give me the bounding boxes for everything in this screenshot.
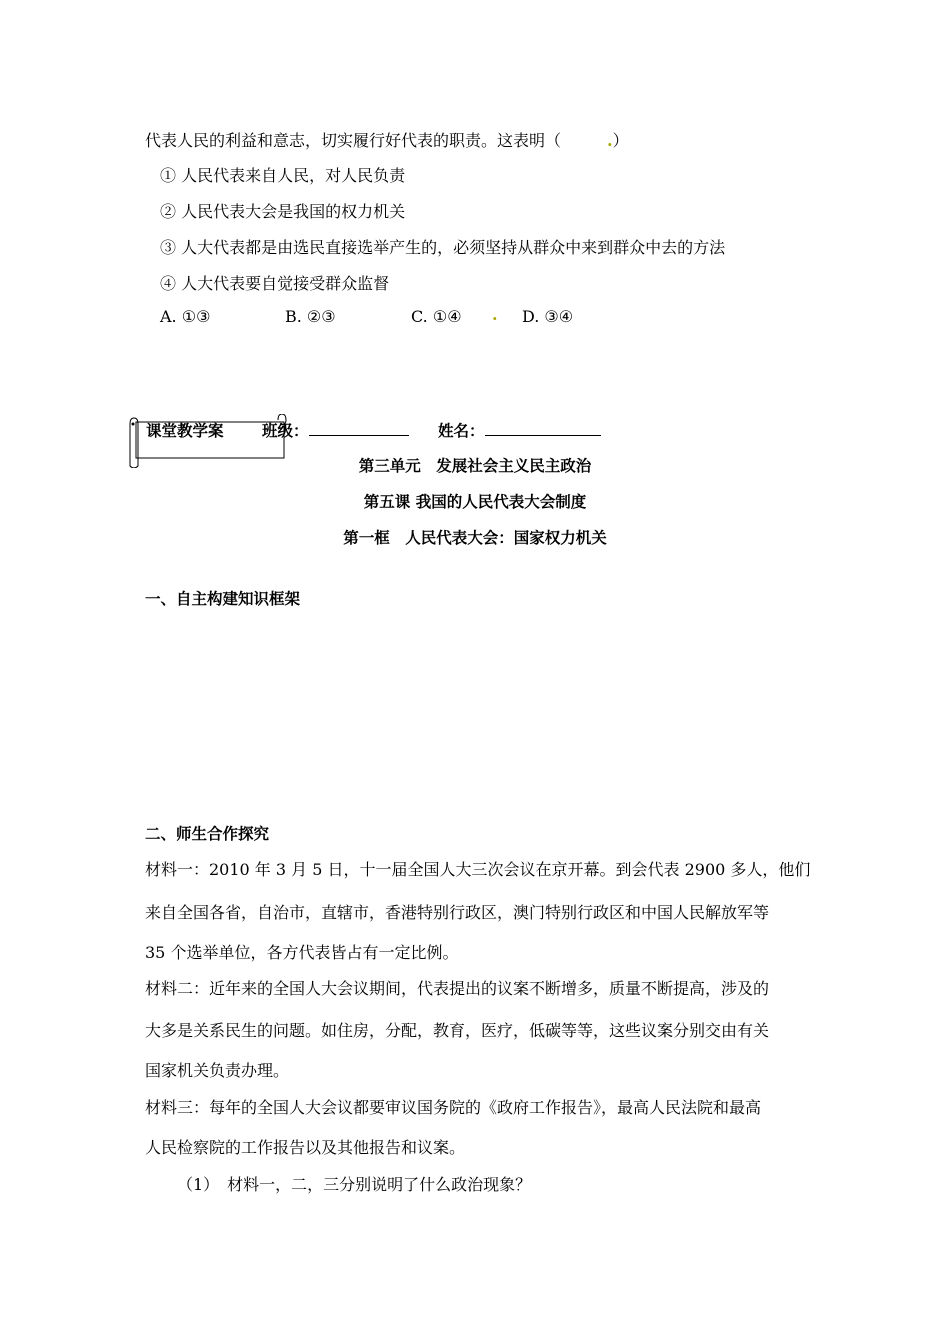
class-blank xyxy=(309,421,409,436)
material-line-6: 国家机关负责办理。 xyxy=(145,1061,290,1080)
unit-title: 第三单元 发展社会主义民主政治 xyxy=(358,457,592,475)
name-blank xyxy=(485,421,601,436)
material-line-8: 人民检察院的工作报告以及其他报告和议案。 xyxy=(145,1138,466,1157)
option-3: ③ 人大代表都是由选民直接选举产生的，必须坚持从群众中来到群众中去的方法 xyxy=(160,238,726,257)
material-line-2: 来自全国各省，自治市，直辖市，香港特别行政区，澳门特别行政区和中国人民解放军等 xyxy=(145,903,770,922)
question-stem xyxy=(145,128,629,151)
name-label: 姓名： xyxy=(438,422,485,440)
option-1: ① 人民代表来自人民，对人民负责 xyxy=(160,166,406,185)
material-line-1: 材料一：2010 年 3 月 5 日，十一届全国人大三次会议在京开幕。到会代表 2900 多人，他们 xyxy=(145,860,811,879)
marker-dot: . xyxy=(492,305,498,324)
frame-title: 第一框 人民代表大会：国家权力机关 xyxy=(343,529,607,547)
section-one-heading: 一、自主构建知识框架 xyxy=(145,590,301,608)
choice-b: B. ②③ xyxy=(285,307,336,326)
material-line-7: 材料三：每年的全国人大会议都要审议国务院的《政府工作报告》，最高人民法院和最高 xyxy=(145,1098,762,1117)
question-stem-text: 代表人民的利益和意志，切实履行好代表的职责。这表明（ xyxy=(145,131,562,150)
choice-d: D. ③④ xyxy=(522,307,574,326)
section-two-heading: 二、师生合作探究 xyxy=(145,825,270,843)
class-field xyxy=(262,419,409,441)
name-field xyxy=(438,419,601,441)
material-line-3: 35 个选举单位，各方代表皆占有一定比例。 xyxy=(145,943,459,962)
material-line-4: 材料二：近年来的全国人大会议期间，代表提出的议案不断增多，质量不断提高，涉及的 xyxy=(145,979,770,998)
material-line-5: 大多是关系民生的问题。如住房，分配，教育，医疗，低碳等等，这些议案分别交由有关 xyxy=(145,1021,770,1040)
option-4: ④ 人大代表要自觉接受群众监督 xyxy=(160,274,390,293)
option-2: ② 人民代表大会是我国的权力机关 xyxy=(160,202,406,221)
choice-c: C. ①④ xyxy=(411,307,462,326)
question-1: （1） 材料一，二，三分别说明了什么政治现象？ xyxy=(177,1175,532,1194)
lesson-title: 第五课 我国的人民代表大会制度 xyxy=(363,493,587,511)
question-stem-close: ） xyxy=(612,131,629,150)
class-label: 班级： xyxy=(262,422,309,440)
marker-dot: . xyxy=(607,131,613,150)
choice-a: A. ①③ xyxy=(160,307,211,326)
header-label: 课堂教学案 xyxy=(146,422,224,440)
